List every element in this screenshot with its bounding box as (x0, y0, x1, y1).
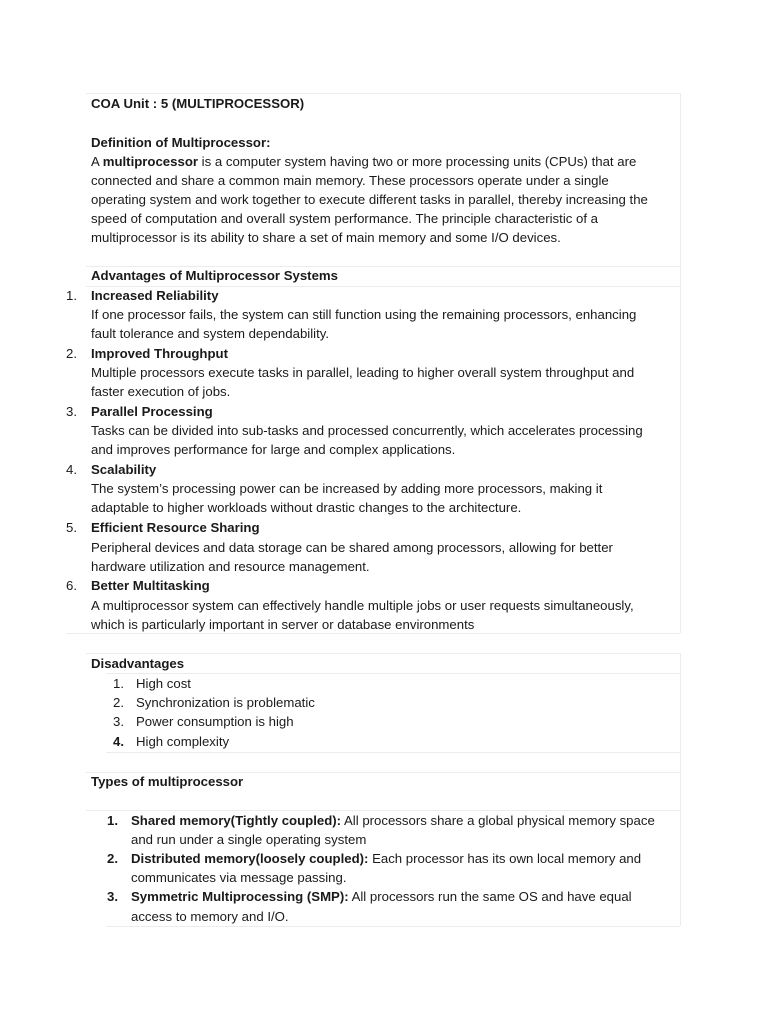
definition-line: operating system and work together to execute different tasks in parallel, thereby increasing the (91, 192, 648, 207)
disadvantage-item: Synchronization is problematic (136, 695, 315, 710)
advantage-text: Peripheral devices and data storage can be shared among processors, allowing for better (91, 540, 613, 555)
types-heading: Types of multiprocessor (91, 774, 244, 789)
list-number: 6. (66, 578, 77, 593)
advantage-title: Improved Throughput (91, 346, 228, 361)
advantages-heading: Advantages of Multiprocessor Systems (91, 268, 338, 283)
advantage-title: Better Multitasking (91, 578, 210, 593)
list-number: 1. (66, 288, 77, 303)
list-number: 5. (66, 520, 77, 535)
advantage-text: fault tolerance and system dependability. (91, 326, 330, 341)
list-number: 1. (113, 676, 124, 691)
disadvantage-item: High cost (136, 676, 191, 691)
type-item-cont: access to memory and I/O. (131, 909, 289, 924)
advantage-text: Tasks can be divided into sub-tasks and processed concurrently, which accelerates processing (91, 423, 643, 438)
advantage-text: A multiprocessor system can effectively handle multiple jobs or user requests simultaneously, (91, 598, 634, 613)
list-number: 4. (66, 462, 77, 477)
advantage-text: and improves performance for large and complex applications. (91, 442, 456, 457)
page-title: COA Unit : 5 (MULTIPROCESSOR) (91, 96, 305, 111)
type-item-cont: and run under a single operating system (131, 832, 367, 847)
advantage-title: Scalability (91, 462, 157, 477)
definition-heading: Definition of Multiprocessor: (91, 135, 271, 150)
definition-line: connected and share a common main memory. These processors operate under a single (91, 173, 609, 188)
advantage-text: faster execution of jobs. (91, 384, 231, 399)
advantage-text: adaptable to higher workloads without drastic changes to the architecture. (91, 500, 522, 515)
advantage-text: which is particularly important in server or database environments (91, 617, 475, 632)
disadvantage-item: Power consumption is high (136, 714, 294, 729)
table-rule (106, 673, 680, 674)
type-item: Shared memory(Tightly coupled): All processors share a global physical memory space (131, 813, 655, 828)
list-number: 2. (107, 851, 118, 866)
type-item: Symmetric Multiprocessing (SMP): All processors run the same OS and have equal (131, 889, 632, 904)
advantage-text: If one processor fails, the system can still function using the remaining processors, enhancing (91, 307, 637, 322)
table-rule (106, 926, 680, 927)
type-item: Distributed memory(loosely coupled): Each processor has its own local memory and (131, 851, 642, 866)
advantage-text: Multiple processors execute tasks in parallel, leading to higher overall system throughput and (91, 365, 635, 380)
advantage-text: hardware utilization and resource management. (91, 559, 370, 574)
list-number: 3. (107, 889, 118, 904)
table-rule (680, 93, 681, 633)
list-number: 2. (113, 695, 124, 710)
list-number: 1. (107, 813, 118, 828)
type-item-cont: communicates via message passing. (131, 870, 347, 885)
disadvantage-item: High complexity (136, 734, 230, 749)
definition-line: A multiprocessor is a computer system having two or more processing units (CPUs) that are (91, 154, 637, 169)
table-rule (680, 653, 681, 926)
definition-line: multiprocessor is its ability to share a set of main memory and some I/O devices. (91, 230, 561, 245)
advantage-title: Parallel Processing (91, 404, 213, 419)
definition-line: speed of computation and overall system performance. The principle characteristic of a (91, 211, 598, 226)
list-number: 2. (66, 346, 77, 361)
list-number: 3. (66, 404, 77, 419)
disadvantages-heading: Disadvantages (91, 656, 185, 671)
list-number: 4. (113, 734, 124, 749)
advantage-text: The system’s processing power can be increased by adding more processors, making it (91, 481, 603, 496)
advantage-title: Efficient Resource Sharing (91, 520, 260, 535)
table-rule (106, 752, 680, 753)
advantage-title: Increased Reliability (91, 288, 219, 303)
list-number: 3. (113, 714, 124, 729)
